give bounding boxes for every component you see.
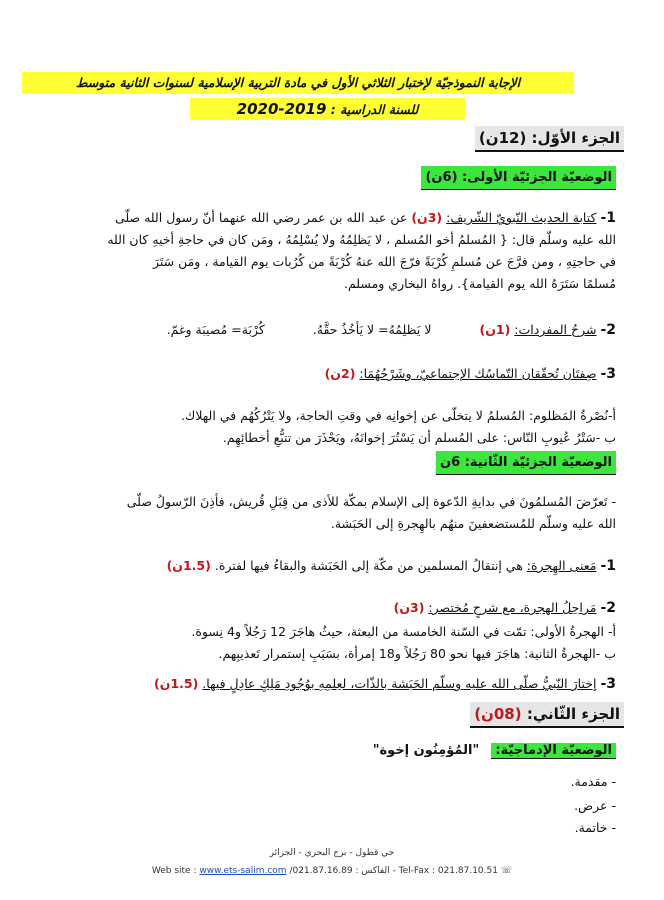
s2-q3-text: إختارَ النّبيُّ صلّى الله عليه وسلّم الحَبَشة بالذّات، لعِلمِهِ بوُجُودِ مَلِكٍ عادِلٍ فيها. xyxy=(202,676,597,691)
part-one-heading xyxy=(475,126,624,152)
school-year: 2019-2020 xyxy=(236,100,327,118)
situation-two-points: 6ن xyxy=(440,455,461,470)
q2-line xyxy=(46,320,616,340)
list-item: - عرض. xyxy=(574,798,616,813)
situation-two-heading xyxy=(436,451,616,475)
integrative-heading xyxy=(373,740,616,762)
q2-points: (1ن) xyxy=(479,322,511,337)
q2-number: 2- xyxy=(600,322,616,338)
situation-two-label: الوضعيّة الجزئيّة الثّانية: xyxy=(464,455,612,470)
situation-one-label: الوضعيّة الجزئيّة الأولى: xyxy=(462,170,612,185)
fax-label: : الفاكس xyxy=(355,866,390,876)
s2-q2-number: 2- xyxy=(600,600,616,616)
situation-one-heading xyxy=(421,166,616,190)
list-item: - خاتمة. xyxy=(574,820,616,835)
answer-line: ب -سَتْرُ عُيوبِ النّاس: على المُسلم أن يَسْتُرَ إخوانَهُ، ويَحْذَرَ من تتبُّعِ أخطائِهِم. xyxy=(222,430,616,445)
s2-q3-number: 3- xyxy=(600,676,616,692)
vocab-item: لا يَظلِمُهُ= لا يَأخُذُ حقَّهُ. xyxy=(312,322,432,337)
s2-q2-points: (3ن) xyxy=(393,600,425,615)
website-link[interactable]: www.ets-salim.com xyxy=(199,866,287,876)
s2-q2-line xyxy=(46,598,616,618)
q2-label: شرحُ المفردات: xyxy=(514,322,597,337)
hadith-text-line: في حاجتِهِ ، ومن فرَّجَ عن مُسلمٍ كُرْبَةً فرّجَ الله عنهُ كُرْبَةً من كُرُبات يوم القيامة ، ومَن سَتَرَ xyxy=(152,254,616,269)
situation-one-points: (6ن) xyxy=(425,170,458,185)
q1-number: 1- xyxy=(600,210,616,226)
s2-q3-points: (1.5ن) xyxy=(154,676,199,691)
q3-number: 3- xyxy=(600,366,616,382)
s2-q1-number: 1- xyxy=(600,558,616,574)
s2-q1-points: (1.5ن) xyxy=(166,558,211,573)
answer-line: أ-نُصْرةُ المَظلوم: المُسلمُ لا يتخلّى عن إخوانِه في وقتِ الحاجة، ولا يَتْرُكُهُم في الهلاك. xyxy=(181,408,616,423)
vocab-item: كُرْبَة= مُصيبَة وغمّ. xyxy=(166,322,265,337)
document-title: الإجابة النموذجيّة لإختبار الثلاثي الأول في مادة التربية الإسلامية لسنوات الثانية متوسط xyxy=(22,72,574,94)
s2-q1-text: هي إنتقالُ المسلمين من مكّة إلى الحَبَشة والبقاءُ فيها لفترة. xyxy=(214,558,523,573)
part-two-points: (08ن) xyxy=(474,705,522,723)
school-year-title xyxy=(190,98,465,120)
intro-line: الله عليه وسلّم للمُستضعفينَ منهُم بالهِجرةِ إلى الحَبَشة. xyxy=(330,516,616,531)
s2-q1-line xyxy=(46,556,616,576)
answer-line: أ- الهجرةُ الأولى: تمّت في السّنة الخامسة من البعثة، حيثُ هاجَرَ 12 رَجُلاً و4 نِسوة. xyxy=(191,624,616,639)
phone-icon: ☏ xyxy=(500,866,513,876)
hadith-text-line: عن عبد الله بن عمر رضي الله عنهما أنّ رسول الله صلّى xyxy=(114,210,408,225)
fax-number: /021.87.16.89 xyxy=(289,866,353,876)
q3-points: (2ن) xyxy=(324,366,356,381)
integrative-label: الوضعيّة الإدماجيّة: xyxy=(491,743,616,759)
answer-line: ب -الهجرةُ الثانية: هاجَرَ فيها نحو 80 رَجُلاً و18 إمرأة، بسَبَبِ إستمرار تَعذيبِهم. xyxy=(218,646,616,661)
school-year-label: للسنة الدراسية : xyxy=(330,102,419,117)
s2-q1-label: مَعنى الهِجرة: xyxy=(526,558,597,573)
q3-line xyxy=(46,364,616,384)
part-two-label: الجزء الثّاني: xyxy=(526,705,620,723)
part-one-label: الجزء الأوّل: xyxy=(531,129,620,147)
intro-line: - تَعرّضَ المُسلمُونَ في بدايةِ الدّعوة إلى الإسلام بمكّة للأذى من قِبَلِ قُريش، فأذِنَ الرّسولُ صلّى xyxy=(126,494,616,509)
s2-q3-line xyxy=(46,674,616,694)
s2-q2-label: مَراحِلُ الهجرة، مع شرحٍ مُختصر: xyxy=(428,600,597,615)
integrative-topic: "المُؤمِنُون إخوة" xyxy=(372,743,480,758)
q1-line xyxy=(46,208,616,228)
part-one-points: (12ن) xyxy=(478,129,527,147)
q3-label: صِفتَان تُحقّقان التّماسُك الإجتماعيّ، وشَرْحُهُمَا: xyxy=(359,366,597,381)
footer-address: حي قطول - برج البحري - الجزائر xyxy=(269,848,395,858)
part-two-heading xyxy=(470,702,624,728)
hadith-text-line: مُسلمًا سَتَرَهُ الله يوم القيامة}. رواهُ البخاري ومسلم. xyxy=(344,276,616,291)
tel-fax: - Tel-Fax : 021.87.10.51 xyxy=(392,866,498,876)
footer-contact xyxy=(0,866,664,876)
website-label: Web site : xyxy=(151,866,197,876)
q1-label: كتابة الحديث النّبويّ الشّريف: xyxy=(446,210,597,225)
q1-points: (3ن) xyxy=(411,210,443,225)
hadith-text-line: الله عليه وسلّم قال: { المُسلمُ أخو المُسلم ، لا يَظلِمُهُ ولا يُسْلِمُهُ ، ومَن كان في حاجةِ أخيهِ كان الله xyxy=(107,232,616,247)
list-item: - مقدمة. xyxy=(570,774,616,789)
